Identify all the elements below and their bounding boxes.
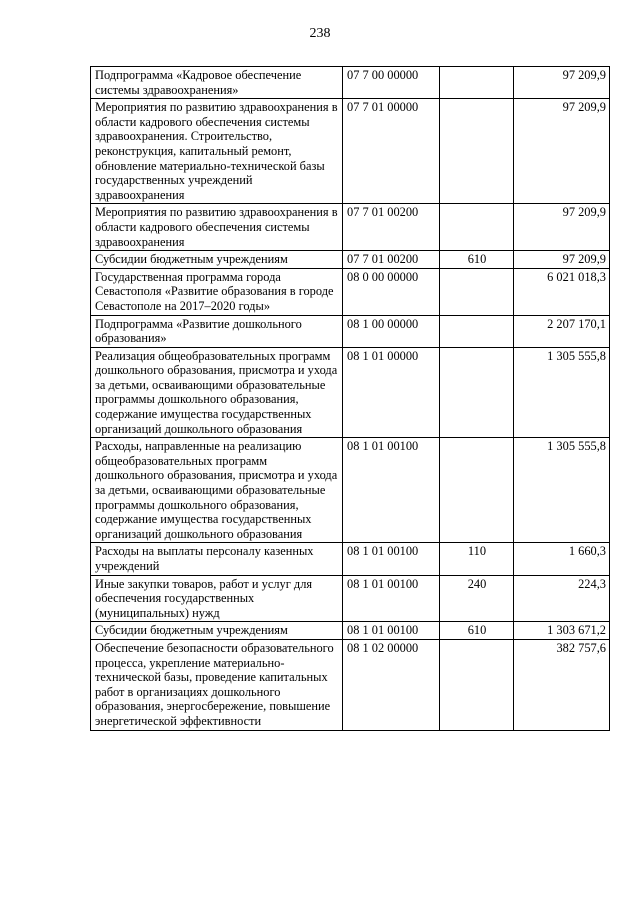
row-sum: 1 660,3 <box>514 543 610 575</box>
table-row <box>91 543 610 575</box>
row-name: Расходы на выплаты персоналу казенных учреждений <box>91 543 343 575</box>
row-type <box>440 268 514 315</box>
table-row <box>91 67 610 99</box>
row-code: 08 0 00 00000 <box>343 268 440 315</box>
row-name: Реализация общеобразовательных программ дошкольного образования, присмотра и ухода за детьми, осваивающими образовательные программы дошкольного образования, содержание имущества государственных организаций дошкольного образования <box>91 347 343 438</box>
row-type <box>440 438 514 543</box>
row-type <box>440 204 514 251</box>
table-row <box>91 639 610 730</box>
row-code: 08 1 01 00100 <box>343 543 440 575</box>
row-sum: 224,3 <box>514 575 610 622</box>
row-name: Субсидии бюджетным учреждениям <box>91 622 343 640</box>
row-sum: 2 207 170,1 <box>514 315 610 347</box>
row-type <box>440 67 514 99</box>
row-sum: 1 305 555,8 <box>514 347 610 438</box>
row-type <box>440 347 514 438</box>
row-sum: 97 209,9 <box>514 251 610 269</box>
row-name: Подпрограмма «Кадровое обеспечение системы здравоохранения» <box>91 67 343 99</box>
row-type: 610 <box>440 251 514 269</box>
table-row <box>91 268 610 315</box>
row-code: 08 1 01 00000 <box>343 347 440 438</box>
row-type: 240 <box>440 575 514 622</box>
table-row <box>91 575 610 622</box>
row-type <box>440 315 514 347</box>
row-name: Обеспечение безопасности образовательного процесса, укрепление материально-технической базы, проведение капитальных работ в организациях дошкольного образования, энергосбережение, повышение энергетической эффективности <box>91 639 343 730</box>
row-type: 110 <box>440 543 514 575</box>
row-code: 08 1 02 00000 <box>343 639 440 730</box>
page-number: 238 <box>309 26 331 41</box>
table-row <box>91 99 610 204</box>
row-code: 08 1 01 00100 <box>343 622 440 640</box>
row-sum: 382 757,6 <box>514 639 610 730</box>
row-name: Мероприятия по развитию здравоохранения в области кадрового обеспечения системы здравоохранения. Строительство, реконструкция, капитальный ремонт, обновление материально-технической базы государственных учреждений здравоохранения <box>91 99 343 204</box>
table-row <box>91 204 610 251</box>
row-sum: 97 209,9 <box>514 204 610 251</box>
table-row <box>91 347 610 438</box>
row-name: Подпрограмма «Развитие дошкольного образования» <box>91 315 343 347</box>
row-code: 08 1 00 00000 <box>343 315 440 347</box>
row-code: 08 1 01 00100 <box>343 575 440 622</box>
row-sum: 1 305 555,8 <box>514 438 610 543</box>
row-name: Государственная программа города Севастополя «Развитие образования в городе Севастополе на 2017–2020 годы» <box>91 268 343 315</box>
row-code: 08 1 01 00100 <box>343 438 440 543</box>
table-row <box>91 315 610 347</box>
row-sum: 97 209,9 <box>514 99 610 204</box>
row-sum: 1 303 671,2 <box>514 622 610 640</box>
table-row <box>91 438 610 543</box>
row-sum: 97 209,9 <box>514 67 610 99</box>
row-type <box>440 639 514 730</box>
table-row <box>91 622 610 640</box>
row-name: Субсидии бюджетным учреждениям <box>91 251 343 269</box>
row-name: Иные закупки товаров, работ и услуг для обеспечения государственных (муниципальных) нужд <box>91 575 343 622</box>
row-sum: 6 021 018,3 <box>514 268 610 315</box>
row-code: 07 7 00 00000 <box>343 67 440 99</box>
row-name: Мероприятия по развитию здравоохранения в области кадрового обеспечения системы здравоохранения <box>91 204 343 251</box>
budget-table <box>90 66 610 731</box>
row-code: 07 7 01 00000 <box>343 99 440 204</box>
row-name: Расходы, направленные на реализацию общеобразовательных программ дошкольного образования, присмотра и ухода за детьми, осваивающими образовательные программы дошкольного образования, содержание имущества государственных организаций дошкольного образования <box>91 438 343 543</box>
row-type <box>440 99 514 204</box>
row-code: 07 7 01 00200 <box>343 251 440 269</box>
row-code: 07 7 01 00200 <box>343 204 440 251</box>
table-row <box>91 251 610 269</box>
row-type: 610 <box>440 622 514 640</box>
